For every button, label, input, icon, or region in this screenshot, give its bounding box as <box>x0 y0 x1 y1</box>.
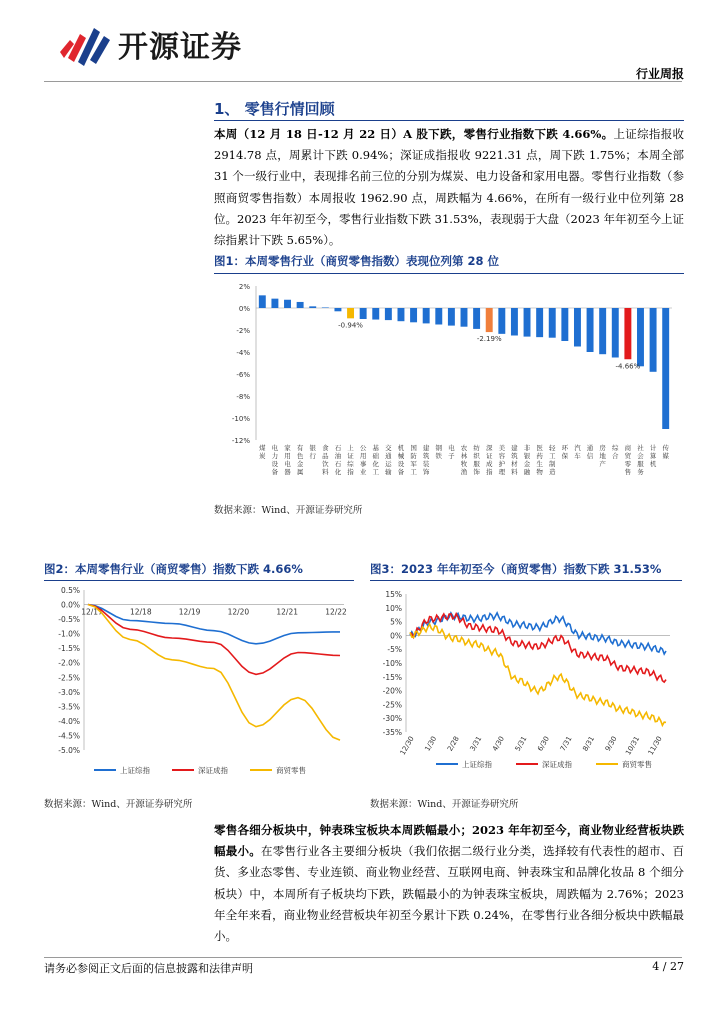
x-tick-label: 银行 <box>309 444 316 460</box>
bar-美容护理 <box>498 308 505 334</box>
x-tick-label: 6/30 <box>536 735 552 753</box>
footer-divider <box>44 957 682 958</box>
x-tick-label: 12/18 <box>129 607 152 617</box>
bar-家用电器 <box>284 300 291 308</box>
bar-电力设备 <box>271 299 278 308</box>
bar-通信 <box>587 308 594 352</box>
company-logo-text: 开源证券 <box>118 30 242 65</box>
bar-轻工制造 <box>549 308 556 338</box>
bar-传媒 <box>662 308 669 429</box>
legend-label: 商贸零售 <box>622 760 652 769</box>
bar-非银金融 <box>524 308 531 337</box>
x-tick-label: 12/30 <box>398 735 416 757</box>
x-tick-label: 4/30 <box>491 735 506 753</box>
series-line-商贸零售 <box>410 624 666 725</box>
x-tick-label: 环保 <box>561 444 569 460</box>
bar-计算机 <box>650 308 657 372</box>
x-tick-label: 农林牧渔 <box>460 444 468 476</box>
x-tick-label: 有色金属 <box>296 444 304 476</box>
bar-有色金属 <box>297 302 304 308</box>
y-tick-label: -8% <box>236 393 250 401</box>
bar-环保 <box>561 308 568 341</box>
y-tick-label: -0.5% <box>58 615 80 625</box>
x-tick-label: 11/30 <box>646 735 664 757</box>
ytd-index-line-chart <box>370 584 682 784</box>
bar-石油石化 <box>334 308 341 311</box>
y-tick-label: 2% <box>238 283 250 291</box>
figure2-divider <box>44 580 354 581</box>
bar-深证成指 <box>486 308 493 332</box>
bar-煤炭 <box>259 295 266 308</box>
report-type-label: 行业周报 <box>635 67 684 81</box>
x-tick-label: 12/17 <box>81 607 103 617</box>
legend-label: 深证成指 <box>198 766 228 775</box>
page-number: 4 / 27 <box>652 960 684 973</box>
bar-上证综指 <box>347 308 354 318</box>
footer-disclaimer: 请务必参阅正文后面的信息披露和法律声明 <box>44 962 253 975</box>
figure1-source: 数据来源：Wind、开源证券研究所 <box>214 505 363 516</box>
header-divider <box>44 81 682 82</box>
x-tick-label: 3/31 <box>468 735 484 753</box>
paragraph-body: 上证综指报收 2914.78 点，周累计下跌 0.94%；深证成指报收 9221.31 点，周下跌 1.75%；本周全部 31 个一级行业中，表现排名前三位的分别为煤炭、电力设备和家用电器。零售行业指数（参照商贸零售指数）本周报收 1962.90 点，周跌幅为 4.66%，在所有一级行业中位列第 28 位。2023 年年初至今，零售行业指数下跌 31.53%，表现弱于大盘（2023 年年初至今上证综指累计下跌 5.65%）。 <box>214 127 684 248</box>
x-tick-label: 计算机 <box>649 444 657 468</box>
x-tick-label: 建筑装饰 <box>422 444 430 476</box>
x-tick-label: 12/20 <box>227 607 250 617</box>
x-tick-label: 交通运输 <box>385 444 392 476</box>
y-tick-label: 0% <box>390 631 402 641</box>
data-label: -0.94% <box>338 321 363 330</box>
y-tick-label: -2% <box>236 327 250 335</box>
x-tick-label: 5/31 <box>513 735 529 753</box>
x-tick-label: 12/22 <box>325 607 347 617</box>
legend-label: 深证成指 <box>542 760 572 769</box>
bar-纺织服饰 <box>473 308 480 329</box>
series-line-商贸零售 <box>88 605 340 741</box>
y-tick-label: -10% <box>231 415 250 423</box>
y-tick-label: -2.0% <box>58 658 80 668</box>
bar-基础化工 <box>372 308 379 320</box>
bar-机械设备 <box>398 308 405 321</box>
x-tick-label: 食品饮料 <box>322 444 329 476</box>
figure2-title: 图2：本周零售行业（商贸零售）指数下跌 4.66% <box>44 562 303 576</box>
y-tick-label: -15% <box>382 672 402 682</box>
x-tick-label: 1/30 <box>423 735 439 753</box>
y-tick-label: -35% <box>382 728 402 737</box>
y-tick-label: -20% <box>382 686 402 696</box>
x-tick-label: 7/31 <box>558 735 574 753</box>
y-tick-label: -25% <box>382 700 402 710</box>
y-tick-label: -4.0% <box>58 716 80 726</box>
x-tick-label: 上证综指 <box>347 444 354 476</box>
y-tick-label: -2.5% <box>58 673 80 683</box>
x-tick-label: 电力设备 <box>271 444 279 476</box>
x-tick-label: 深证成指 <box>485 444 493 476</box>
x-tick-label: 石油石化 <box>334 444 342 476</box>
legend-label: 商贸零售 <box>276 766 306 775</box>
y-tick-label: 0.5% <box>60 586 80 595</box>
paragraph-body: 在零售行业各主要细分板块（我们依据二级行业分类，选择较有代表性的超市、百货、多业态零售、专业连锁、商业物业经营、互联网电商、钟表珠宝和品牌化妆品 8 个细分板块）中，本周所有子板块均下跌，跌幅最小的为钟表珠宝板块，周跌幅为 2.76%；2023 年全年来看，商业物业经营板块年初至今累计下跌 0.24%，在零售行业各细分板块中跌幅最小。 <box>214 844 685 944</box>
x-tick-label: 非银金融 <box>523 444 531 476</box>
paragraph-lead: 本周（12 月 18 日-12 月 22 日）A 股下跌，零售行业指数下跌 4.66%。 <box>214 127 614 141</box>
bar-食品饮料 <box>322 307 329 308</box>
paragraph-market-review <box>214 124 684 251</box>
legend-label: 上证综指 <box>120 766 150 775</box>
y-tick-label: -4% <box>236 349 250 357</box>
y-tick-label: -6% <box>236 371 250 379</box>
figure2-source: 数据来源：Wind、开源证券研究所 <box>44 799 193 810</box>
y-tick-label: -4.5% <box>58 731 80 741</box>
paragraph-subsector-review <box>214 820 684 947</box>
x-tick-label: 纺织服饰 <box>473 444 480 476</box>
y-tick-label: -5.0% <box>58 746 80 755</box>
y-tick-label: -3.5% <box>58 702 80 712</box>
x-tick-label: 9/30 <box>603 735 619 753</box>
x-tick-label: 8/31 <box>581 735 597 753</box>
logo-mark <box>56 22 112 66</box>
x-tick-label: 公用事业 <box>359 444 367 476</box>
y-tick-label: -3.0% <box>58 687 80 697</box>
figure3-title: 图3：2023 年年初至今（商贸零售）指数下跌 31.53% <box>370 562 662 576</box>
section-divider <box>214 120 684 121</box>
bar-交通运输 <box>385 308 392 320</box>
x-tick-label: 社会服务 <box>637 444 644 476</box>
x-tick-label: 电子 <box>448 444 455 460</box>
x-tick-label: 通信 <box>586 444 594 460</box>
section-title: 1、 零售行情回顾 <box>214 100 335 118</box>
x-tick-label: 2/28 <box>446 735 461 753</box>
bar-社会服务 <box>637 308 644 366</box>
weekly-index-line-chart <box>44 584 354 784</box>
bar-农林牧渔 <box>461 308 468 327</box>
bar-公用事业 <box>360 308 367 319</box>
series-line-深证成指 <box>410 614 666 682</box>
bar-钢铁 <box>435 308 442 325</box>
x-tick-label: 煤炭 <box>259 444 266 460</box>
y-tick-label: -30% <box>382 714 402 724</box>
y-tick-label: -1.5% <box>58 644 80 654</box>
y-tick-label: 15% <box>385 590 402 599</box>
bar-综合 <box>612 308 619 358</box>
y-tick-label: -12% <box>231 437 250 445</box>
y-tick-label: -5% <box>387 645 402 655</box>
x-tick-label: 医药生物 <box>536 444 543 476</box>
bar-建筑装饰 <box>423 308 430 323</box>
y-tick-label: 5% <box>390 617 402 627</box>
x-tick-label: 综合 <box>612 444 619 460</box>
figure1-divider <box>214 273 684 274</box>
bar-商贸零售 <box>624 308 631 359</box>
x-tick-label: 12/21 <box>276 607 299 617</box>
bar-建筑材料 <box>511 308 518 336</box>
figure3-source: 数据来源：Wind、开源证券研究所 <box>370 799 519 810</box>
x-tick-label: 钢铁 <box>435 444 443 460</box>
data-label: -4.66% <box>615 362 641 371</box>
y-tick-label: 10% <box>385 603 402 613</box>
x-tick-label: 商贸零售 <box>624 444 632 476</box>
x-tick-label: 建筑材料 <box>511 444 518 476</box>
figure3-divider <box>370 580 682 581</box>
x-tick-label: 12/19 <box>178 607 201 617</box>
data-label: -2.19% <box>476 335 502 344</box>
x-tick-label: 房地产 <box>599 444 606 468</box>
x-tick-label: 基础化工 <box>372 444 380 476</box>
paragraph-lead: 零售各细分板块中，钟表珠宝板块本周跌幅最小；2023 年年初至今，商业物业经营板块跌幅最小。 <box>214 823 684 859</box>
industry-bar-chart <box>214 278 684 493</box>
legend-label: 上证综指 <box>462 760 492 769</box>
x-tick-label: 轻工制造 <box>548 444 556 476</box>
y-tick-label: -1.0% <box>58 629 80 639</box>
series-line-深证成指 <box>88 605 340 675</box>
y-tick-label: -10% <box>382 659 402 668</box>
bar-房地产 <box>599 308 606 354</box>
x-tick-label: 美容护理 <box>498 444 506 476</box>
y-tick-label: 0% <box>238 305 250 313</box>
x-tick-label: 机械设备 <box>397 444 405 476</box>
x-tick-label: 传媒 <box>662 444 669 460</box>
bar-国防军工 <box>410 308 417 322</box>
x-tick-label: 国防军工 <box>410 444 417 476</box>
bar-医药生物 <box>536 308 543 337</box>
x-tick-label: 10/31 <box>624 735 642 757</box>
bar-电子 <box>448 308 455 326</box>
bar-银行 <box>309 306 316 308</box>
y-tick-label: 0.0% <box>60 600 80 610</box>
x-tick-label: 汽车 <box>574 444 581 460</box>
x-tick-label: 家用电器 <box>284 444 291 476</box>
bar-汽车 <box>574 308 581 347</box>
figure1-title: 图1：本周零售行业（商贸零售指数）表现位列第 28 位 <box>214 254 500 268</box>
